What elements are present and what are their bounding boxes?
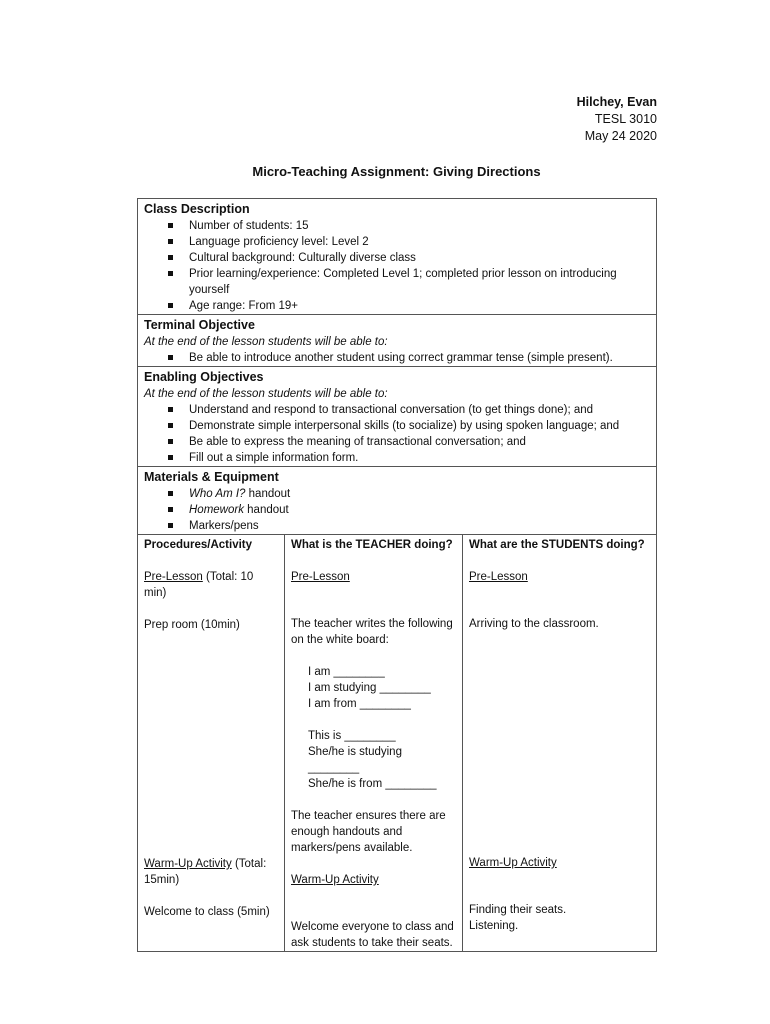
section-intro: At the end of the lesson students will be able to: xyxy=(144,336,388,348)
students-welcome-text: Finding their seats. xyxy=(469,904,567,916)
column-header: What is the TEACHER doing? xyxy=(291,539,453,551)
section-heading: Materials & Equipment xyxy=(144,470,279,484)
welcome-activity: Welcome to class (5min) xyxy=(144,906,270,918)
students-arriving-text: Arriving to the classroom. xyxy=(469,618,599,630)
teacher-warmup-label: Warm-Up Activity xyxy=(291,874,379,886)
procedures-column xyxy=(138,535,285,951)
bullet-list xyxy=(144,350,650,366)
procedures-table xyxy=(138,535,656,951)
handout-suffix: handout xyxy=(245,488,291,500)
teacher-prelesson-label: Pre-Lesson xyxy=(291,571,350,583)
course-code: TESL 3010 xyxy=(594,112,657,126)
bullet-list xyxy=(144,218,650,314)
list-item: Age range: From 19+ xyxy=(189,298,650,314)
board-line: She/he is studying ________ xyxy=(308,746,402,774)
list-item xyxy=(189,502,650,518)
list-item: Number of students: 15 xyxy=(189,218,650,234)
list-item: Prior learning/experience: Completed Level 1; completed prior lesson on introducing yourself xyxy=(189,266,650,298)
list-item: Demonstrate simple interpersonal skills (to socialize) by using spoken language; and xyxy=(189,418,650,434)
enabling-objectives-section xyxy=(138,367,656,467)
handout-suffix: handout xyxy=(243,504,289,516)
section-heading: Enabling Objectives xyxy=(144,370,264,384)
column-header: What are the STUDENTS doing? xyxy=(469,539,645,551)
bullet-list xyxy=(144,486,650,534)
document-header xyxy=(577,94,657,145)
column-header: Procedures/Activity xyxy=(144,539,253,551)
prelesson-label: Pre-Lesson (Total: 10 min) xyxy=(144,571,254,599)
list-item: Markers/pens xyxy=(189,518,650,534)
students-warmup-label: Warm-Up Activity xyxy=(469,857,557,869)
terminal-objective-section xyxy=(138,315,656,367)
lesson-plan-table xyxy=(137,198,657,952)
handout-title: Homework xyxy=(189,504,244,516)
section-intro: At the end of the lesson students will be able to: xyxy=(144,388,388,400)
list-item: Be able to express the meaning of transactional conversation; and xyxy=(189,434,650,450)
section-heading: Terminal Objective xyxy=(144,318,255,332)
board-line: I am ________ xyxy=(308,666,385,678)
teacher-ensures-text: The teacher ensures there are enough handouts and markers/pens available. xyxy=(291,810,446,854)
teacher-welcome-text: Welcome everyone to class and ask students to take their seats. xyxy=(291,921,454,949)
document-date: May 24 2020 xyxy=(584,129,657,143)
students-column xyxy=(463,535,657,951)
board-line: She/he is from ________ xyxy=(308,778,437,790)
list-item: Be able to introduce another student using correct grammar tense (simple present). xyxy=(189,350,650,366)
materials-section xyxy=(138,467,656,535)
board-lines-group xyxy=(291,664,456,792)
board-line: This is ________ xyxy=(308,730,396,742)
list-item: Cultural background: Culturally diverse class xyxy=(189,250,650,266)
handout-title: Who Am I? xyxy=(189,488,246,500)
author-name: Hilchey, Evan xyxy=(576,95,657,109)
list-item xyxy=(189,486,650,502)
list-item: Fill out a simple information form. xyxy=(189,450,650,466)
list-item: Language proficiency level: Level 2 xyxy=(189,234,650,250)
teacher-column xyxy=(285,535,463,951)
warmup-label: Warm-Up Activity (Total: 15min) xyxy=(144,858,267,886)
teacher-writes-text: The teacher writes the following on the white board: xyxy=(291,618,453,646)
students-prelesson-label: Pre-Lesson xyxy=(469,571,528,583)
students-welcome-text: Listening. xyxy=(469,920,519,932)
section-heading: Class Description xyxy=(144,202,250,216)
class-description-section xyxy=(138,199,656,315)
prep-room-activity: Prep room (10min) xyxy=(144,619,240,631)
list-item: Understand and respond to transactional conversation (to get things done); and xyxy=(189,402,650,418)
bullet-list xyxy=(144,402,650,466)
document-title: Micro-Teaching Assignment: Giving Directions xyxy=(252,164,541,179)
board-line: I am studying ________ xyxy=(308,682,431,694)
board-line: I am from ________ xyxy=(308,698,411,710)
table-row xyxy=(138,535,656,951)
